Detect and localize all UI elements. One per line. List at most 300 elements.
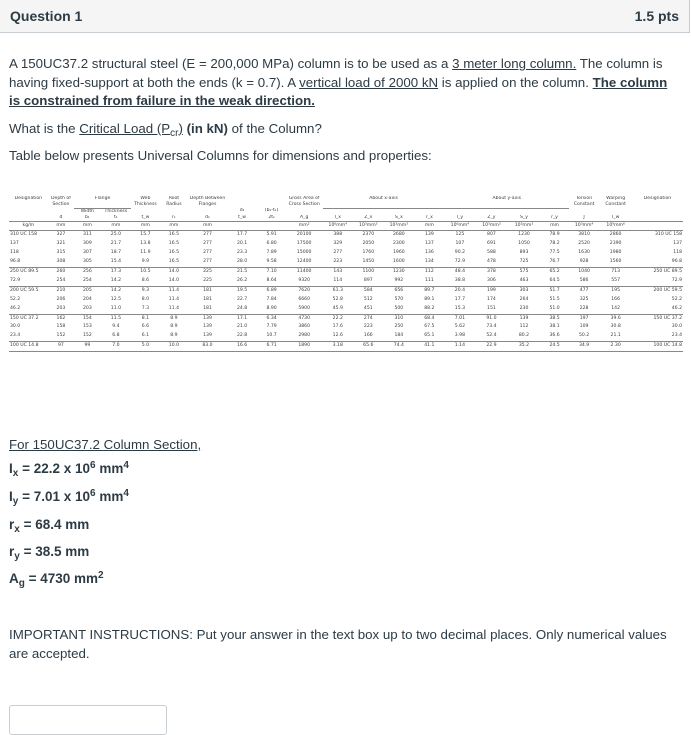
table-unit: mm <box>414 221 445 231</box>
table-cell: 2520 <box>578 241 590 247</box>
table-cell: 38.5 <box>540 314 569 323</box>
table-unit: mm <box>74 221 100 231</box>
table-symbol: t_w <box>131 215 160 222</box>
table-cell: 277 <box>203 259 212 265</box>
table-cell: 199 <box>475 286 508 295</box>
table-cell: 8.1 <box>131 314 160 323</box>
table-unit <box>257 221 286 231</box>
table-cell: 65.2 <box>540 268 569 277</box>
table-cell: 73.4 <box>486 324 497 330</box>
prop-ix: $I_x = 22.2$ x $10^6$ $mm^4$ <box>9 460 129 479</box>
table-cell: 11.0 <box>110 305 121 311</box>
table-cell: 575 <box>508 268 541 277</box>
table-cell: 656 <box>384 286 415 295</box>
table-unit: mm² <box>286 221 323 231</box>
table-cell: 17.7 <box>454 296 465 302</box>
table-cell: 78.2 <box>549 241 560 247</box>
table-cell: 11.9 <box>140 250 151 256</box>
table-symbol: S_x <box>384 215 415 222</box>
table-cell: 2680 <box>384 231 415 240</box>
table-cell: 893 <box>519 250 529 256</box>
table-symbol: t₁ <box>101 215 132 222</box>
question-header <box>0 0 690 33</box>
table-symbol: I_w <box>599 215 632 222</box>
table-cell: 19.5 <box>227 286 258 295</box>
designation-cell: 150 UC 37.2 <box>9 314 48 323</box>
table-row <box>9 249 683 258</box>
designation-cell: 137 <box>673 241 682 247</box>
table-cell: 11.4 <box>168 296 180 302</box>
table-cell: 26.2 <box>236 277 248 283</box>
table-cell: 7.0 <box>101 342 132 352</box>
table-cell: 8.64 <box>266 277 277 283</box>
table-cell: 21.7 <box>110 241 121 247</box>
table-cell: 16.5 <box>168 250 180 256</box>
table-cell: 321 <box>56 241 66 247</box>
table-cell: 254 <box>56 277 66 283</box>
table-unit: 10⁶mm⁴ <box>323 221 354 231</box>
table-cell: 2980 <box>298 333 311 339</box>
table-cell: 65.1 <box>424 333 435 339</box>
table-cell: 5900 <box>298 305 311 311</box>
table-cell: 7.01 <box>445 314 476 323</box>
load-link[interactable]: vertical load of 2000 kN <box>299 74 439 90</box>
designation-cell: 200 UC 59.5 <box>632 286 683 295</box>
table-cell: 11.4 <box>168 305 180 311</box>
designation-cell: 310 UC 158 <box>632 231 683 240</box>
table-cell: 5.62 <box>454 324 465 330</box>
designation-cell: 52.2 <box>10 296 21 302</box>
table-cell: 2860 <box>599 231 632 240</box>
table-cell: 7.89 <box>266 250 277 256</box>
designation-cell: 52.2 <box>671 296 682 302</box>
table-cell: 83.0 <box>188 342 227 352</box>
table-cell: 1450 <box>362 259 375 265</box>
table-cell: 112 <box>414 268 445 277</box>
designation-cell: 72.9 <box>671 277 682 283</box>
table-cell: 16.5 <box>168 241 180 247</box>
table-unit: 10³mm³ <box>384 221 415 231</box>
table-cell: 36.6 <box>549 333 560 339</box>
table-cell: 195 <box>599 286 632 295</box>
table-cell: 11.5 <box>101 314 132 323</box>
table-cell: 20.4 <box>445 286 476 295</box>
table-cell: 38.1 <box>549 324 560 330</box>
table-cell: 329 <box>333 241 343 247</box>
table-cell: 303 <box>508 286 541 295</box>
table-cell: 204 <box>82 296 92 302</box>
table-cell: 76.7 <box>549 259 560 265</box>
table-cell: 1040 <box>569 268 600 277</box>
table-cell: 6.6 <box>141 324 150 330</box>
table-cell: 136 <box>424 250 434 256</box>
table-cell: 134 <box>424 259 434 265</box>
table-cell: 112 <box>519 324 529 330</box>
table-cell: 74.4 <box>384 342 415 352</box>
table-unit: 10³mm⁴ <box>569 221 600 231</box>
constraint-text: The column is constrained from failure in the weak direction. <box>9 74 668 108</box>
table-cell: 8.9 <box>170 333 178 339</box>
table-cell: 14.0 <box>160 268 189 277</box>
table-cell: 41.1 <box>414 342 445 352</box>
table-cell: 388 <box>323 231 354 240</box>
table-cell: 478 <box>487 259 496 265</box>
table-unit: 10³mm³ <box>508 221 541 231</box>
table-cell: 88.2 <box>424 305 435 311</box>
question-points: 1.5 pts <box>634 8 679 24</box>
table-cell: 7620 <box>286 286 323 295</box>
table-cell: 256 <box>74 268 100 277</box>
table-cell: 16.6 <box>227 342 258 352</box>
table-cell: 308 <box>56 259 66 265</box>
table-cell: 17.3 <box>101 268 132 277</box>
table-cell: 139 <box>508 314 541 323</box>
table-cell: 125 <box>445 231 476 240</box>
table-cell: 158 <box>56 324 66 330</box>
table-cell: 14.2 <box>110 277 121 283</box>
table-cell: 378 <box>475 268 508 277</box>
table-unit: 10⁶mm⁴ <box>445 221 476 231</box>
table-cell: 72.9 <box>454 259 465 265</box>
table-cell: 500 <box>394 305 404 311</box>
table-cell: 1760 <box>362 250 375 256</box>
table-cell: 311 <box>74 231 100 240</box>
table-unit: 10³mm³ <box>475 221 508 231</box>
table-cell: 45.9 <box>332 305 343 311</box>
designation-cell: 96.8 <box>10 259 21 265</box>
table-cell: 10.7 <box>266 333 277 339</box>
table-cell: 80.2 <box>518 333 530 339</box>
table-cell: 210 <box>48 286 74 295</box>
table-cell: 327 <box>48 231 74 240</box>
table-symbol: J <box>569 215 600 222</box>
table-cell: 50.2 <box>578 333 590 339</box>
table-cell: 584 <box>353 286 384 295</box>
table-cell: 8.6 <box>141 277 150 283</box>
table-cell: 68.4 <box>414 314 445 323</box>
table-cell: 3.98 <box>454 333 465 339</box>
table-cell: 6.80 <box>266 241 277 247</box>
table-cell: 7.84 <box>266 296 277 302</box>
table-cell: 51.7 <box>540 286 569 295</box>
table-cell: 250 <box>394 324 404 330</box>
table-row <box>9 277 683 286</box>
table-cell: 1890 <box>286 342 323 352</box>
table-cell: 9.4 <box>112 324 120 330</box>
table-cell: 52.8 <box>332 296 343 302</box>
table-cell: 9.3 <box>131 286 160 295</box>
table-cell: 3810 <box>569 231 600 240</box>
table-symbol: Z_y <box>475 215 508 222</box>
table-cell: 51.5 <box>549 296 560 302</box>
table-cell: 512 <box>363 296 373 302</box>
table-cell: 12400 <box>296 259 312 265</box>
designation-cell: 72.9 <box>10 277 21 283</box>
table-cell: 309 <box>82 241 92 247</box>
table-cell: 205 <box>74 286 100 295</box>
table-cell: 306 <box>487 277 496 283</box>
table-cell: 557 <box>611 277 621 283</box>
table-cell: 264 <box>519 296 529 302</box>
table-cell: 315 <box>56 250 66 256</box>
table-cell: 28.0 <box>236 259 248 265</box>
table-cell: 7.3 <box>141 305 150 311</box>
table-cell: 24.5 <box>540 342 569 352</box>
table-cell: 10.5 <box>131 268 160 277</box>
table-cell: 307 <box>82 250 92 256</box>
table-cell: 90.2 <box>454 250 465 256</box>
table-cell: 274 <box>353 314 384 323</box>
table-cell: 223 <box>333 259 343 265</box>
table-cell: 16.5 <box>160 231 189 240</box>
table-cell: 5.0 <box>131 342 160 352</box>
table-symbol: I_x <box>323 215 354 222</box>
table-cell: 451 <box>363 305 373 311</box>
table-cell: 1960 <box>392 250 405 256</box>
table-cell: 23.3 <box>236 250 248 256</box>
table-cell: 17.1 <box>227 314 258 323</box>
table-cell: 1980 <box>609 250 622 256</box>
table-symbol: r_x <box>414 215 445 222</box>
table-cell: 305 <box>82 259 92 265</box>
table-cell: 588 <box>487 250 496 256</box>
table-cell: 12.5 <box>110 296 121 302</box>
table-cell: 25.0 <box>101 231 132 240</box>
table-cell: 89.7 <box>414 286 445 295</box>
table-cell: 107 <box>455 241 465 247</box>
table-cell: 17.7 <box>227 231 258 240</box>
table-cell: 39.6 <box>599 314 632 323</box>
table-unit: 10⁹mm⁶ <box>599 221 632 231</box>
table-symbol: I_y <box>445 215 476 222</box>
designation-cell: 100 UC 14.8 <box>632 342 683 352</box>
table-row <box>9 305 683 314</box>
table-cell: 65.6 <box>353 342 384 352</box>
critical-load-link[interactable]: Critical Load $(P_{cr})$ <box>79 121 183 139</box>
table-cell: 14.2 <box>101 286 132 295</box>
table-cell: 139 <box>188 314 227 323</box>
table-cell: 111 <box>424 277 434 283</box>
table-symbol: t_w <box>227 215 258 222</box>
table-cell: 34.9 <box>569 342 600 352</box>
table-cell: 1230 <box>384 268 415 277</box>
designation-cell: 100 UC 14.8 <box>9 342 48 352</box>
table-row <box>9 240 683 249</box>
table-cell: 35.2 <box>508 342 541 352</box>
table-cell: 15.7 <box>131 231 160 240</box>
designation-cell: 137 <box>10 241 19 247</box>
table-cell: 9.58 <box>266 259 277 265</box>
table-symbol: d <box>48 215 74 222</box>
table-cell: 154 <box>74 314 100 323</box>
table-unit <box>227 221 258 231</box>
table-cell: 24.8 <box>236 305 248 311</box>
designation-cell: 118 <box>10 250 19 256</box>
prop-ag: $A_g = 4730$ $mm^2$ <box>9 570 104 589</box>
table-cell: 2050 <box>362 241 375 247</box>
table-cell: 166 <box>611 296 621 302</box>
table-cell: 51.0 <box>549 305 560 311</box>
table-cell: 48.4 <box>445 268 476 277</box>
table-cell: 137 <box>424 241 434 247</box>
table-row <box>9 258 683 267</box>
table-cell: 10.0 <box>160 342 189 352</box>
table-cell: 992 <box>394 277 404 283</box>
table-cell: 22.8 <box>236 333 248 339</box>
table-cell: 6660 <box>298 296 311 302</box>
table-cell: 17500 <box>296 241 312 247</box>
table-row <box>9 332 683 341</box>
table-cell: 139 <box>203 324 212 330</box>
table-cell: 21.0 <box>236 324 248 330</box>
table-cell: 20100 <box>286 231 323 240</box>
table-unit: mm <box>160 221 189 231</box>
table-cell: 7.10 <box>257 268 286 277</box>
table-cell: 15.4 <box>110 259 121 265</box>
table-cell: 22.9 <box>475 342 508 352</box>
table-cell: 18.7 <box>110 250 121 256</box>
table-cell: 5.91 <box>257 231 286 240</box>
question-title: Question 1 <box>10 8 83 24</box>
table-cell: 6.1 <box>141 333 150 339</box>
table-cell: 277 <box>188 231 227 240</box>
table-cell: 725 <box>519 259 529 265</box>
table-cell: 6.89 <box>257 286 286 295</box>
table-cell: 230 <box>519 305 529 311</box>
table-cell: 139 <box>414 231 445 240</box>
table-symbol: 2t₁ <box>257 215 286 222</box>
table-cell: 197 <box>569 314 600 323</box>
table-cell: 6.8 <box>112 333 120 339</box>
answer-input[interactable] <box>9 705 167 735</box>
designation-cell: 150 UC 37.2 <box>632 314 683 323</box>
table-cell: 897 <box>363 277 373 283</box>
table-cell: 225 <box>188 268 227 277</box>
table-cell: 181 <box>203 296 212 302</box>
designation-cell: 250 UC 89.5 <box>632 268 683 277</box>
table-cell: 277 <box>203 250 212 256</box>
question-prompt: What is the Critical Load $(P_{cr})$ (in kN) of the Column? <box>9 121 322 139</box>
table-cell: 1050 <box>518 241 530 247</box>
designation-cell: 310 UC 158 <box>9 231 48 240</box>
table-cell: 1560 <box>609 259 622 265</box>
table-symbol: r₁ <box>160 215 189 222</box>
table-cell: 61.3 <box>323 286 354 295</box>
table-cell: 91.0 <box>475 314 508 323</box>
table-cell: 713 <box>599 268 632 277</box>
universal-columns-table: Designation Depth of Section Flange Web Thickness Root Radius Depth Between Flanges Gross Area of Cross Section About x-axis About y-axis Torsion Constant Warping Constant Designation Width Thickness d₁ (b₁-t₁) d b₁ t₁ t_w r₁ d₁ t_w 2t₁ A_g I_x Z_x S_x r_x I_y Z_y S_y r_y J I_w kg/m mm mm mm mm mm mm mm² 10⁶mm⁴ 10³mm³ 10³mm³ mm 10⁶mm⁴ 10³mm³ 10³mm³ mm 10³mm⁴ 10⁹mm⁶ 310 UC 158 327 311 25.0 15.7 16.5 277 17.7 5.91 20100 388 2370 2680 139 125 807 1230 78.9 3810 2860 310 UC 158 137 321 309 21.7 13.8 16.5 277 20.1 6.80 17500 329 2050 2300 137 107 691 1050 78.2 2520 2390 137 118 315 307 18.7 11.9 16.5 277 23.3 7.89 15000 277 1760 1960 136 90.2 588 893 77.5 1630 1980 118 96.8 308 305 15.4 9.9 16.5 277 28.0 9.58 12400 223 1450 1600 134 72.9 478 725 76.7 928 1560 96.8 250 UC 89.5 260 256 17.3 10.5 14.0 225 21.5 7.10 11400 143 1100 1230 112 48.4 378 575 65.2 1040 713 250 UC 89.5 72.9 254 254 14.2 8.6 14.0 225 26.2 8.64 9320 114 897 992 111 38.8 306 463 64.5 586 557 72.9 200 UC 59.5 210 205 14.2 9.3 11.4 181 19.5 6.89 7620 61.3 584 656 89.7 20.4 199 303 51.7 477 195 200 UC 59.5 52.2 206 204 12.5 8.0 11.4 181 22.7 7.84 6660 52.8 512 570 89.1 17.7 174 264 51.5 325 166 52.2 46.2 203 203 11.0 7.3 11.4 181 24.8 8.90 5900 45.9 451 500 88.2 15.3 151 230 51.0 228 142 46.2 150 UC 37.2 162 154 11.5 8.1 8.9 139 17.1 6.34 4730 22.2 274 310 68.4 7.01 91.0 139 38.5 197 39.6 150 UC 37.2 30.0 158 153 9.4 6.6 8.9 139 21.0 7.79 3860 17.6 223 250 67.5 5.62 73.4 112 38.1 109 30.8 30.0 23.4 152 152 6.8 6.1 8.9 139 22.8 10.7 2980 12.6 166 184 65.1 3.98 52.4 80.2 36.6 50.2 21.1 23.4 100 UC 14.8 97 99 7.0 5.0 10.0 83.0 16.6 6.71 1890 3.18 65.6 74.4 41.1 1.14 22.9 35.2 24.5 34.9 2.30 100 UC 14.8 <box>9 196 683 352</box>
table-unit: mm <box>188 221 227 231</box>
table-cell: 11400 <box>286 268 323 277</box>
table-cell: 223 <box>363 324 373 330</box>
table-unit <box>632 221 683 231</box>
question-stem <box>9 55 681 111</box>
table-cell: 1.14 <box>445 342 476 352</box>
table-cell: 254 <box>82 277 92 283</box>
table-symbol: b₁ <box>74 215 100 222</box>
table-cell: 12.6 <box>332 333 343 339</box>
table-cell: 89.1 <box>424 296 435 302</box>
table-cell: 928 <box>579 259 589 265</box>
designation-cell: 23.4 <box>671 333 682 339</box>
table-cell: 78.9 <box>540 231 569 240</box>
table-symbol: Z_x <box>353 215 384 222</box>
table-cell: 97 <box>48 342 74 352</box>
table-unit: 10³mm³ <box>353 221 384 231</box>
table-cell: 99 <box>74 342 100 352</box>
table-cell: 174 <box>487 296 496 302</box>
designation-cell: 46.2 <box>671 305 682 311</box>
table-unit: mm <box>540 221 569 231</box>
table-cell: 21.1 <box>610 333 621 339</box>
table-cell: 181 <box>188 286 227 295</box>
designation-cell: 118 <box>673 250 682 256</box>
designation-cell: 30.0 <box>10 324 21 330</box>
table-cell: 2370 <box>353 231 384 240</box>
table-cell: 570 <box>394 296 404 302</box>
table-cell: 225 <box>203 277 212 283</box>
table-cell: 260 <box>48 268 74 277</box>
props-heading: For 150UC37.2 Column Section, <box>9 437 202 452</box>
table-row <box>9 314 683 323</box>
designation-cell: 23.4 <box>10 333 21 339</box>
table-cell: 13.8 <box>140 241 151 247</box>
table-cell: 162 <box>48 314 74 323</box>
table-cell: 1230 <box>508 231 541 240</box>
table-unit: mm <box>101 221 132 231</box>
problem-statement: A 150UC37.2 structural steel (E = 200,000 MPa) column is to be used as a 3 meter long column. The column is having fixed-support at both the ends (k = 0.7). A vertical load of 2000 kN is applied on the column. The column is constrained from failure in the weak direction. <box>9 56 668 108</box>
table-cell: 8.9 <box>170 324 178 330</box>
table-row <box>9 323 683 332</box>
table-cell: 151 <box>487 305 496 311</box>
table-cell: 310 <box>384 314 415 323</box>
table-cell: 14.0 <box>168 277 180 283</box>
table-unit: mm <box>131 221 160 231</box>
table-row <box>9 268 683 277</box>
table-cell: 9.9 <box>141 259 150 265</box>
table-cell: 9320 <box>298 277 311 283</box>
table-cell: 38.8 <box>454 277 465 283</box>
table-cell: 477 <box>569 286 600 295</box>
table-cell: 181 <box>203 305 212 311</box>
table-cell: 3860 <box>298 324 311 330</box>
instructions: IMPORTANT INSTRUCTIONS: Put your answer in the text box up to two decimal places. Only numerical values are accepted. <box>9 627 667 661</box>
table-cell: 6.71 <box>257 342 286 352</box>
table-cell: 15000 <box>296 250 312 256</box>
length-link[interactable]: 3 meter long column. <box>452 56 577 71</box>
table-symbol: A_g <box>286 215 323 222</box>
table-symbol: r_y <box>540 215 569 222</box>
table-cell: 691 <box>487 241 496 247</box>
table-unit: kg/m <box>9 221 48 231</box>
table-row <box>9 231 683 240</box>
table-cell: 77.5 <box>549 250 560 256</box>
table-cell: 114 <box>333 277 343 283</box>
table-symbol: S_y <box>508 215 541 222</box>
prop-ry: $r_y = 38.5$ mm <box>9 544 90 562</box>
table-cell: 2.30 <box>599 342 632 352</box>
table-cell: 277 <box>203 241 212 247</box>
table-cell: 1600 <box>392 259 405 265</box>
table-cell: 21.5 <box>227 268 258 277</box>
table-cell: 277 <box>333 250 343 256</box>
table-cell: 4730 <box>286 314 323 323</box>
table-cell: 22.7 <box>236 296 248 302</box>
table-unit: mm <box>48 221 74 231</box>
table-cell: 109 <box>579 324 589 330</box>
table-symbol: d₁ <box>188 215 227 222</box>
table-cell: 2390 <box>609 241 622 247</box>
